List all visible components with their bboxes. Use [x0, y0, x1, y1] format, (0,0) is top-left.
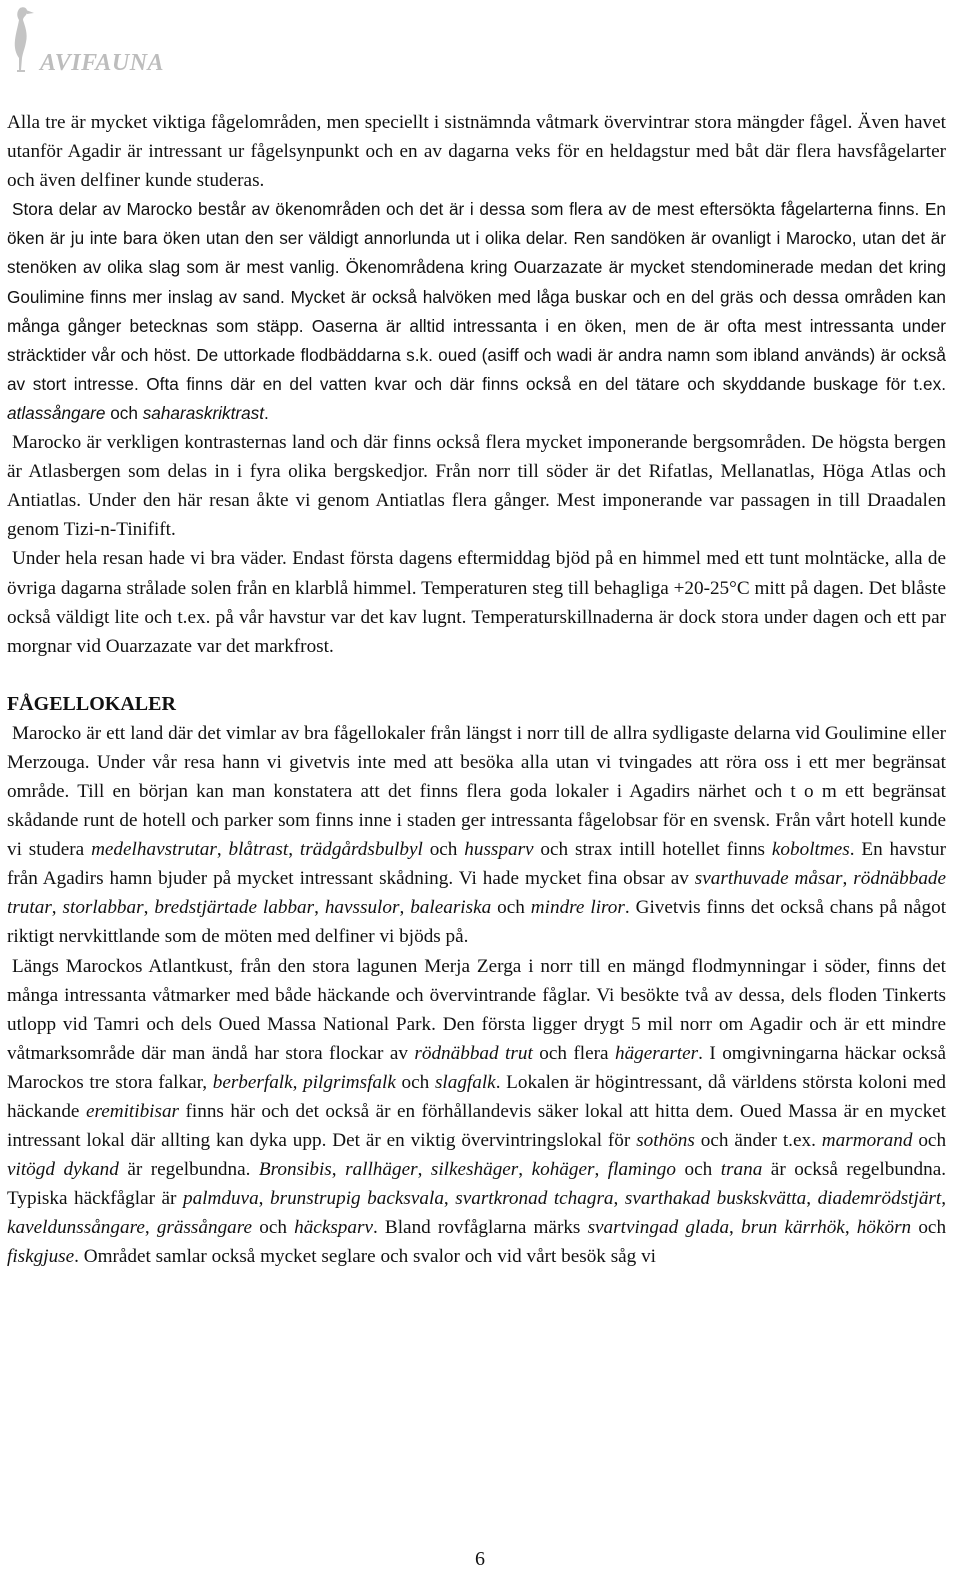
species-name: baleariska — [410, 897, 492, 919]
document-body — [7, 108, 946, 1272]
section-heading: FÅGELLOKALER — [7, 692, 176, 715]
text-span: är regelbundna. — [127, 1159, 251, 1181]
logo-wordmark: AVIFAUNA — [40, 50, 165, 76]
text-span: och flera — [539, 1042, 609, 1064]
species-name: svartkronad tchagra — [455, 1188, 614, 1210]
text-span: och — [259, 1217, 287, 1239]
intro-paragraph-1: Alla tre är mycket viktiga fågelområden, men speciellt i sistnämnda våtmark övervintrar stora mängder fågel. Även havet utanför Agadir är intressant ur fågelsynpunkt och en av dagarna veks för en heldagstur med båt där flera havsfågelarter och även delfiner kunde studeras. — [7, 112, 946, 192]
text-span: och — [918, 1217, 947, 1239]
text-span: Marocko är ett land där det vimlar av bra fågellokaler från längst i norr till de allra sydligaste delarna vid Goulimine eller Merzouga. Under vår resa hann vi givetvis inte med att besöka alla utan vi tvingades att röra oss i ett mer begränsat område. Till en början kan man konstatera att det finns flera goda lokaler i Agadirs närhet och t o m ett begränsat skådande runt de hotell och parker som finns inne i staden ger intressanta fågelobsar för en svensk. Från vårt hotell kunde vi studera — [7, 722, 946, 861]
species-name: rödnäbbad trut — [414, 1042, 533, 1064]
species-name: mindre liror — [530, 897, 625, 919]
species-name: diademrödstjärt — [817, 1188, 942, 1210]
fagellokaler-paragraph-1: Marocko är ett land där det vimlar av bra fågellokaler från längst i norr till de allra sydligaste delarna vid Goulimine eller Merzouga. Under vår resa hann vi givetvis inte med att besöka alla utan vi tvingades att röra oss i ett mer begränsat område. Till en början kan man konstatera att det finns flera goda lokaler i Agadirs närhet och t o m ett begränsat skådande runt de hotell och parker som finns inne i staden ger intressanta fågelobsar för en svensk. Från vårt hotell kunde vi studera medelhavstrutar, blåtrast, trädgårdsbulbyl och hussparv och strax intill hotellet finns koboltmes. En havstur från Agadirs hamn bjuder på mycket intressant skådning. Vi hade mycket fina obsar av svarthuvade måsar, rödnäbbade trutar, storlabbar, bredstjärtade labbar, havssulor, baleariska och mindre liror. Givetvis finns det också chans på något riktigt nervkittlande som de möten med delfiner vi bjöds på. — [7, 722, 947, 948]
species-name: silkeshäger — [430, 1159, 519, 1181]
text-span: . Bland rovfåglarna märks — [372, 1217, 581, 1239]
intro-paragraph-4: Under hela resan hade vi bra väder. Endast första dagens eftermiddag bjöd på en himmel med ett tunt molntäcke, alla de övriga dagarna strålade solen från en klarblå himmel. Temperaturen steg till behagliga +20-25°C mitt på dagen. Det blåste också väldigt lite och t.ex. på vår havstur var det kav lugnt. Temperaturskillnaderna är dock stora under dagen och ett par morgnar vid Ouarzazate var det markfrost. — [7, 548, 946, 657]
text-span: och — [401, 1071, 430, 1093]
species-name: sothöns — [636, 1130, 695, 1152]
text-span: och — [684, 1159, 713, 1181]
species-name: storlabbar — [62, 897, 144, 919]
species-name: marmorand — [821, 1130, 913, 1152]
species-name: grässångare — [156, 1217, 253, 1239]
page-number: 6 — [475, 1548, 485, 1570]
species-name: hägerarter — [614, 1042, 699, 1064]
species-name: atlassångare — [7, 402, 106, 423]
species-name: palmduva — [182, 1188, 259, 1210]
species-name: svarthakad buskskvätta — [624, 1188, 807, 1210]
species-name: rallhäger — [345, 1159, 418, 1181]
fagellokaler-paragraph-2: Längs Marockos Atlantkust, från den stora lagunen Merja Zerga i norr till en mängd flodmynningar i söder, finns det många intressanta våtmarker med både häckande och övervintrande fåglar. Vi besökte två av dessa, dels floden Tinkerts utlopp vid Tamri och dels Oued Massa National Park. Den första ligger drygt 5 mil norr om Agadir och är ett mindre våtmarksområde där man ändå har stora flockar av rödnäbbad trut och flera hägerarter. I omgivningarna häckar också Marockos tre stora falkar, berberfalk, pilgrimsfalk och slagfalk. Lokalen är högintressant, då världens största koloni med häckande eremitibisar finns här och det också är en förhållandevis säker lokal att hitta dem. Oued Massa är en mycket intressant lokal där allting kan dyka upp. Det är en viktig övervintringslokal för sothöns och änder t.ex. marmorand och vitögd dykand är regelbundna. Bronsibis, rallhäger, silkeshäger, kohäger, flamingo och trana är också regelbundna. Typiska häckfåglar är palmduva, brunstrupig backsvala, svartkronad tchagra, svarthakad buskskvätta, diademrödstjärt, kaveldunssångare, grässångare och häcksparv. Bland rovfåglarna märks svartvingad glada, brun kärrhök, hökörn och fiskgjuse. Området samlar också mycket seglare och svalor och vid vårt besök såg vi — [7, 955, 947, 1268]
species-name: svarthuvade måsar — [694, 868, 843, 890]
text-span: . Givetvis finns det också chans på något riktigt nervkittlande som de möten med delfiner vi bjöds på. — [7, 897, 947, 948]
species-name: trana — [720, 1159, 763, 1181]
species-name: bredstjärtade labbar — [154, 897, 315, 919]
species-name: hussparv — [464, 839, 534, 861]
species-name: vitögd dykand — [7, 1159, 119, 1181]
species-name: saharaskriktrast — [142, 402, 265, 423]
text-span: och — [429, 839, 458, 861]
text-span: . Lokalen är högintressant, då världens största koloni med häckande — [7, 1071, 947, 1122]
species-name: kaveldunssångare — [7, 1217, 145, 1239]
species-name: blåtrast — [228, 839, 289, 861]
species-name: trädgårdsbulbyl — [299, 839, 423, 861]
species-name: häcksparv — [294, 1217, 373, 1239]
species-name: hökörn — [856, 1217, 912, 1239]
species-name: pilgrimsfalk — [303, 1071, 396, 1093]
species-name: koboltmes — [771, 839, 850, 861]
text-span: . En havstur från Agadirs hamn bjuder på mycket intressant skådning. Vi hade mycket fina obsar av — [7, 839, 947, 890]
text-span: och — [497, 897, 525, 919]
species-name: havssulor — [324, 897, 400, 919]
text-span: finns här och det också är en förhållandevis säker lokal att hitta dem. Oued Massa är en mycket intressant lokal där allting kan dyka upp. Det är en viktig övervintringslokal för — [7, 1101, 947, 1152]
species-name: brunstrupig backsvala — [270, 1188, 444, 1210]
text-span: Längs Marockos Atlantkust, från den stora lagunen Merja Zerga i norr till en mängd flodmynningar i söder, finns det många intressanta våtmarker med både häckande och övervintrande fåglar. Vi besökte två av dessa, dels floden Tinkerts utlopp vid Tamri och dels Oued Massa National Park. Den första ligger drygt 5 mil norr om Agadir och är ett mindre våtmarksområde där man ändå har stora flockar av — [7, 955, 946, 1064]
text-span: . Området samlar också mycket seglare och svalor och vid vårt besök såg vi — [74, 1246, 656, 1268]
species-name: brun kärrhök — [741, 1217, 845, 1239]
species-name: fiskgjuse — [7, 1246, 75, 1268]
intro-paragraph-2: Stora delar av Marocko består av ökenområden och det är i dessa som flera av de mest eftersökta fågelarterna finns. En öken är ju inte bara öken utan den ser väldigt annorlunda ut i olika delar. Ren sandöken är ovanligt i Marocko, utan det är stenöken av olika slag som är mest vanlig. Ökenområdena kring Ouarzazate är mycket stendominerade medan det kring Goulimine finns mer inslag av sand. Mycket är också halvöken med låga buskar och en del gräs och dessa områden kan många gånger betecknas som stäpp. Oaserna är alltid intressanta i en öken, men de är ofta mest intressanta under sträcktider vår och höst. De uttorkade flodbäddarna s.k. oued (asiff och wadi är andra namn som ibland används) är också av stort intresse. Ofta finns där en del vatten kvar och där finns också en del tätare och skyddande buskage för t.ex. atlassångare och saharaskriktrast. — [7, 199, 946, 423]
text-span: Stora delar av Marocko består av ökenområden och det är i dessa som flera av de mest eftersökta fågelarterna finns. — [12, 199, 920, 220]
species-name: Bronsibis — [258, 1159, 332, 1181]
spacer — [7, 661, 946, 690]
text-span: En öken är ju inte bara öken utan den ser väldigt annorlunda ut i olika delar. Ren sandöken är ovanligt i Marocko, utan det är stenöken av olika slag som är mest vanlig. Ökenområdena kring Ouarzazate är mycket stendominerade medan det kring Goulimine finns mer inslag av sand. Mycket är också halvöken med låga buskar och en del gräs och dessa områden kan många gånger betecknas som stäpp. Oaserna är alltid intressanta i en öken, men de är ofta mest intressanta under sträcktider vår och höst. De uttorkade flodbäddarna s.k. oued (asiff och wadi är andra namn som ibland används) är också av stort intresse. Ofta finns där en del vatten kvar och där finns också en del tätare och skyddande buskage för t.ex. — [7, 199, 946, 394]
text-span: är också regelbundna. Typiska häckfåglar är — [7, 1159, 947, 1210]
species-name: eremitibisar — [85, 1101, 180, 1122]
species-name: slagfalk — [434, 1071, 496, 1093]
species-name: berberfalk — [212, 1071, 293, 1093]
text-span: . I omgivningarna häckar också Marockos tre stora falkar, — [7, 1042, 947, 1093]
species-name: medelhavstrutar — [91, 839, 217, 861]
species-name: svartvingad glada — [587, 1217, 730, 1239]
text-span: och änder t.ex. — [700, 1130, 816, 1152]
species-name: rödnäbbade trutar — [7, 868, 947, 919]
text-span: och — [110, 402, 138, 423]
species-name: flamingo — [607, 1159, 676, 1181]
avifauna-logo — [6, 4, 186, 76]
species-name: kohäger — [531, 1159, 595, 1181]
intro-paragraph-3: Marocko är verkligen kontrasternas land och där finns också flera mycket imponerande bergsområden. De högsta bergen är Atlasbergen som delas in i fyra olika bergskedjor. Från norr till söder är det Rifatlas, Mellanatlas, Höga Atlas och Antiatlas. Under den här resan åkte vi genom Antiatlas flera gånger. Mest imponerande var passagen in till Draadalen genom Tizi-n-Tinifift. — [7, 432, 946, 541]
text-span: och strax intill hotellet finns — [540, 839, 766, 861]
text-span: och — [918, 1130, 947, 1152]
